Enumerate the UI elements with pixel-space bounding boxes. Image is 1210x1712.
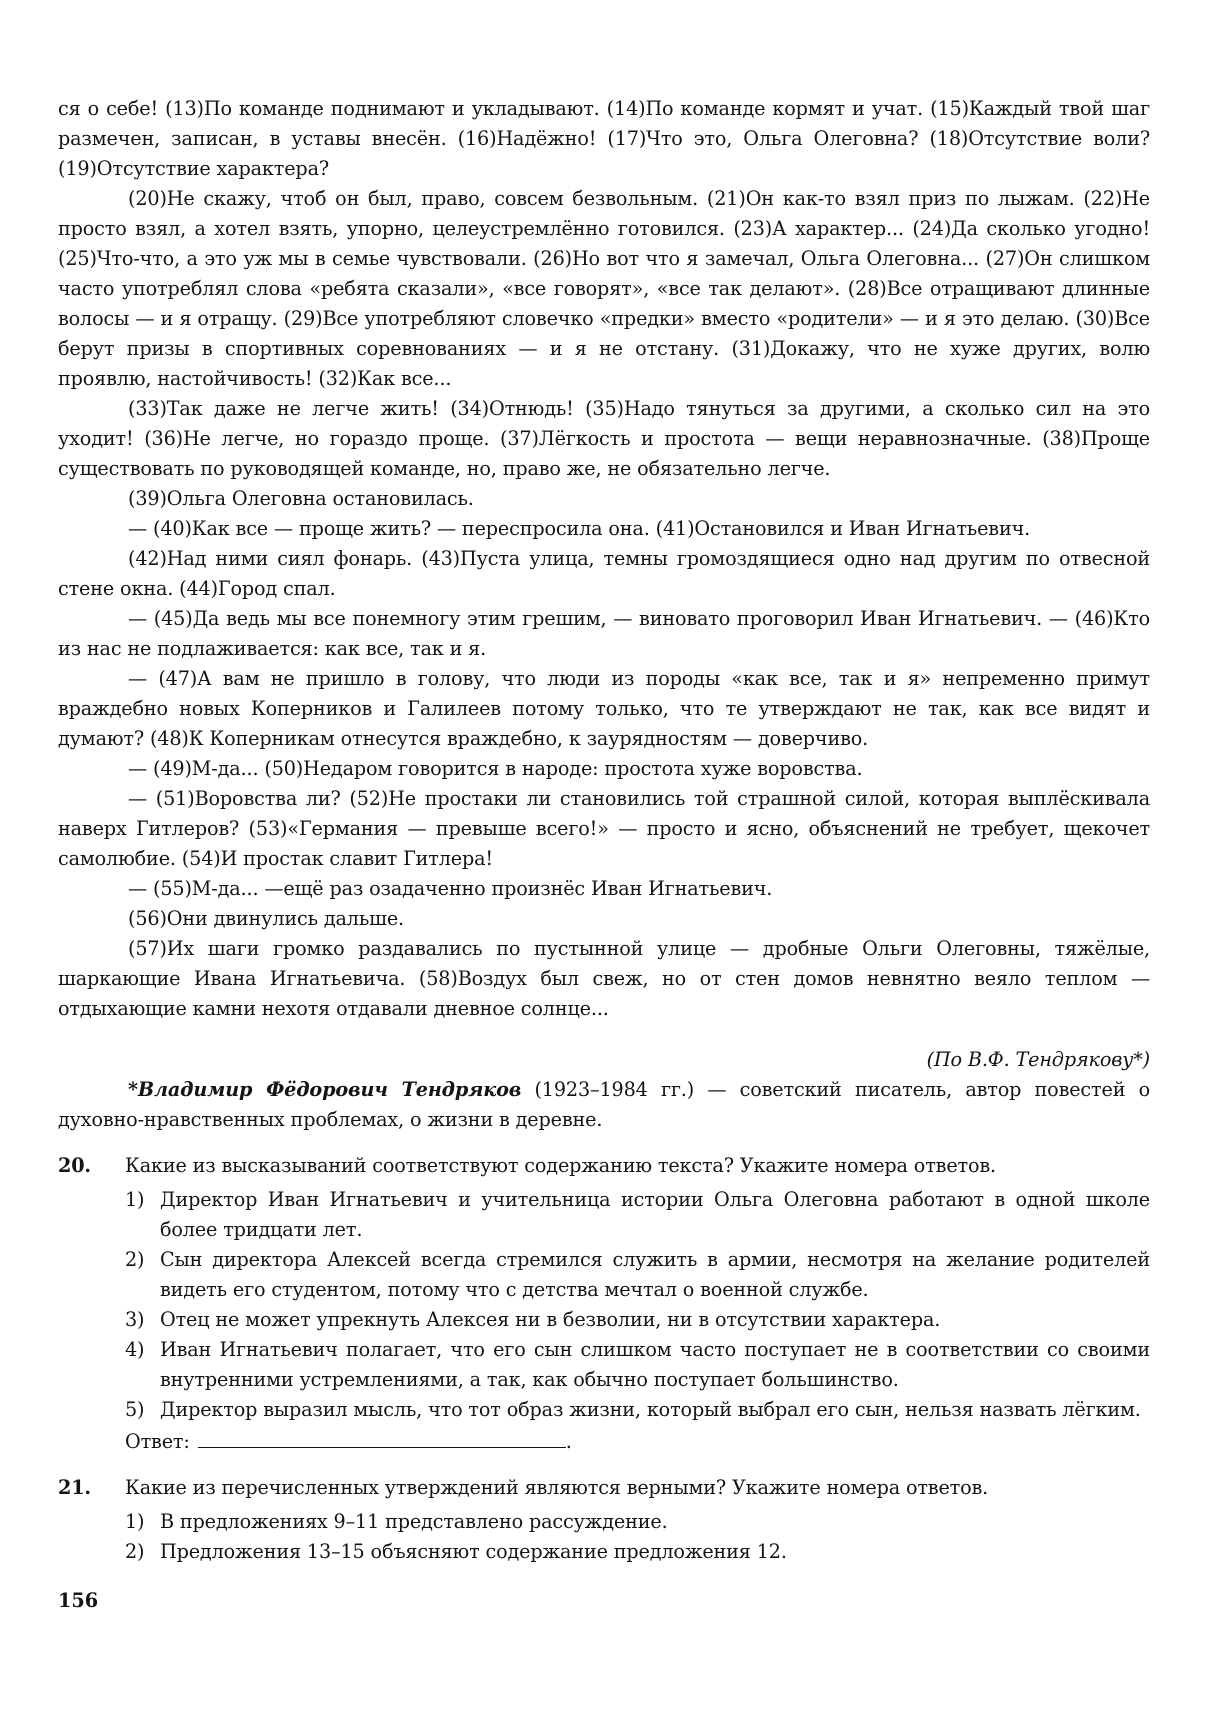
passage-paragraph-12: (56)Они двинулись дальше. <box>128 907 404 930</box>
option-text: Предложения 13–15 объясняют содержание предложения 12. <box>160 1540 787 1563</box>
passage-paragraph-2: (20)Не скажу, чтоб он был, право, совсем безвольным. (21)Он как-то взял приз по лыжам. (22)Не просто взял, а хотел взять, упорно, целеустремлённо готовился. (23)А характер... (24)Да сколько угодно! (25)Что-что, а это уж мы в семье чувствовали. (26)Но вот что я замечал, Ольга Олеговна... (27)Он слишком часто употреблял слова «ребята сказали», «все говорят», «все так делают». (28)Все отращивают длинные волосы — и я отращу. (29)Все употребляют словечко «предки» вместо «родители» — и я это делаю. (30)Все берут призы в спортивных соревнованиях — и я не отстану. (31)Докажу, что не хуже других, волю проявлю, настойчивость! (32)Как все... <box>58 187 1150 390</box>
task-20 <box>58 1151 1150 1457</box>
answer-options <box>125 1507 1150 1567</box>
passage-paragraph-3: (33)Так даже не легче жить! (34)Отнюдь! (35)Надо тянуться за другими, а сколько сил на это уходит! (36)Не легче, но гораздо проще. (37)Лёгкость и простота — вещи неравнозначные. (38)Проще существовать по руководящей команде, но, право же, не обязательно легче. <box>58 397 1150 480</box>
page-number: 156 <box>58 1589 99 1612</box>
task-number: 20. <box>58 1154 91 1177</box>
task-21 <box>58 1473 1150 1567</box>
option-text: Иван Игнатьевич полагает, что его сын слишком часто поступает не в соответствии со своими внутренними устремлениями, а так, как обычно поступает большинство. <box>160 1338 1150 1391</box>
option-number: 5) <box>125 1398 145 1421</box>
answer-option-1 <box>125 1507 1150 1537</box>
option-text: Директор Иван Игнатьевич и учительница истории Ольга Олеговна работают в одной школе более тридцати лет. <box>160 1188 1150 1241</box>
option-number: 2) <box>125 1540 145 1563</box>
passage-paragraph-9: — (49)М-да... (50)Недаром говорится в народе: простота хуже воровства. <box>128 757 863 780</box>
answer-end: . <box>565 1430 572 1453</box>
answer-option-5 <box>125 1395 1150 1425</box>
task-question: Какие из высказываний соответствуют содержанию текста? Укажите номера ответов. <box>125 1154 996 1177</box>
option-number: 3) <box>125 1308 145 1331</box>
option-text: Сын директора Алексей всегда стремился служить в армии, несмотря на желание родителей видеть его студентом, потому что с детства мечтал о военной службе. <box>160 1248 1150 1301</box>
page-content <box>58 94 1150 1567</box>
author-name: *Владимир Фёдорович Тендряков <box>128 1078 522 1101</box>
option-number: 1) <box>125 1188 145 1211</box>
task-number: 21. <box>58 1476 91 1499</box>
answer-option-2 <box>125 1537 1150 1567</box>
passage-paragraph-11: — (55)М-да... —ещё раз озадаченно произнёс Иван Игнатьевич. <box>128 877 773 900</box>
option-text: Отец не может упрекнуть Алексея ни в безволии, ни в отсутствии характера. <box>160 1308 941 1331</box>
passage-paragraph-10: — (51)Воровства ли? (52)Не простаки ли становились той страшной силой, которая выплёскивала наверх Гитлеров? (53)«Германия — превыше всего!» — просто и ясно, объяснений не требует, щекочет самолюбие. (54)И простак славит Гитлера! <box>58 787 1150 870</box>
option-number: 1) <box>125 1510 145 1533</box>
answer-option-3 <box>125 1305 1150 1335</box>
option-text: Директор выразил мысль, что тот образ жизни, который выбрал его сын, нельзя назвать лёгким. <box>160 1398 1141 1421</box>
answer-option-4 <box>125 1335 1150 1395</box>
source-attribution: (По В.Ф. Тендрякову*) <box>926 1048 1150 1071</box>
author-description: (1923–1984 гг.) — советский писатель, автор повестей о духовно-нравственных проблемах, о жизни в деревне. <box>58 1078 1151 1131</box>
passage-paragraph-8: — (47)А вам не пришло в голову, что люди из породы «как все, так и я» непременно примут враждебно новых Коперников и Галилеев потому только, что те утверждают не так, как все видят и думают? (48)К Коперникам отнесутся враждебно, к заурядностям — доверчиво. <box>58 667 1150 750</box>
passage-paragraph-1: ся о себе! (13)По команде поднимают и укладывают. (14)По команде кормят и учат. (15)Каждый твой шаг размечен, записан, в уставы внесён. (16)Надёжно! (17)Что это, Ольга Олеговна? (18)Отсутствие воли? (19)Отсутствие характера? <box>58 97 1150 180</box>
answer-option-1 <box>125 1185 1150 1245</box>
passage <box>58 94 1150 1024</box>
answer-row <box>125 1427 1150 1457</box>
task-question: Какие из перечисленных утверждений являются верными? Укажите номера ответов. <box>125 1476 989 1499</box>
answer-label: Ответ: <box>125 1430 190 1453</box>
passage-paragraph-4: (39)Ольга Олеговна остановилась. <box>128 487 474 510</box>
answer-option-2 <box>125 1245 1150 1305</box>
passage-paragraph-5: — (40)Как все — проще жить? — переспросила она. (41)Остановился и Иван Игнатьевич. <box>128 517 1031 540</box>
author-footnote <box>58 1075 1150 1135</box>
passage-paragraph-7: — (45)Да ведь мы все понемногу этим грешим, — виновато проговорил Иван Игнатьевич. — (46)Кто из нас не подлаживается: как все, так и я. <box>58 607 1150 660</box>
option-text: В предложениях 9–11 представлено рассуждение. <box>160 1510 668 1533</box>
passage-paragraph-6: (42)Над ними сиял фонарь. (43)Пуста улица, темны громоздящиеся одно над другим по отвесной стене окна. (44)Город спал. <box>58 547 1150 600</box>
option-number: 4) <box>125 1338 145 1361</box>
answer-options <box>125 1185 1150 1425</box>
option-number: 2) <box>125 1248 145 1271</box>
answer-blank[interactable] <box>198 1427 566 1448</box>
passage-paragraph-13: (57)Их шаги громко раздавались по пустынной улице — дробные Ольги Олеговны, тяжёлые, шаркающие Ивана Игнатьевича. (58)Воздух был свеж, но от стен домов невнятно веяло теплом — отдыхающие камни нехотя отдавали дневное солнце... <box>58 937 1150 1020</box>
